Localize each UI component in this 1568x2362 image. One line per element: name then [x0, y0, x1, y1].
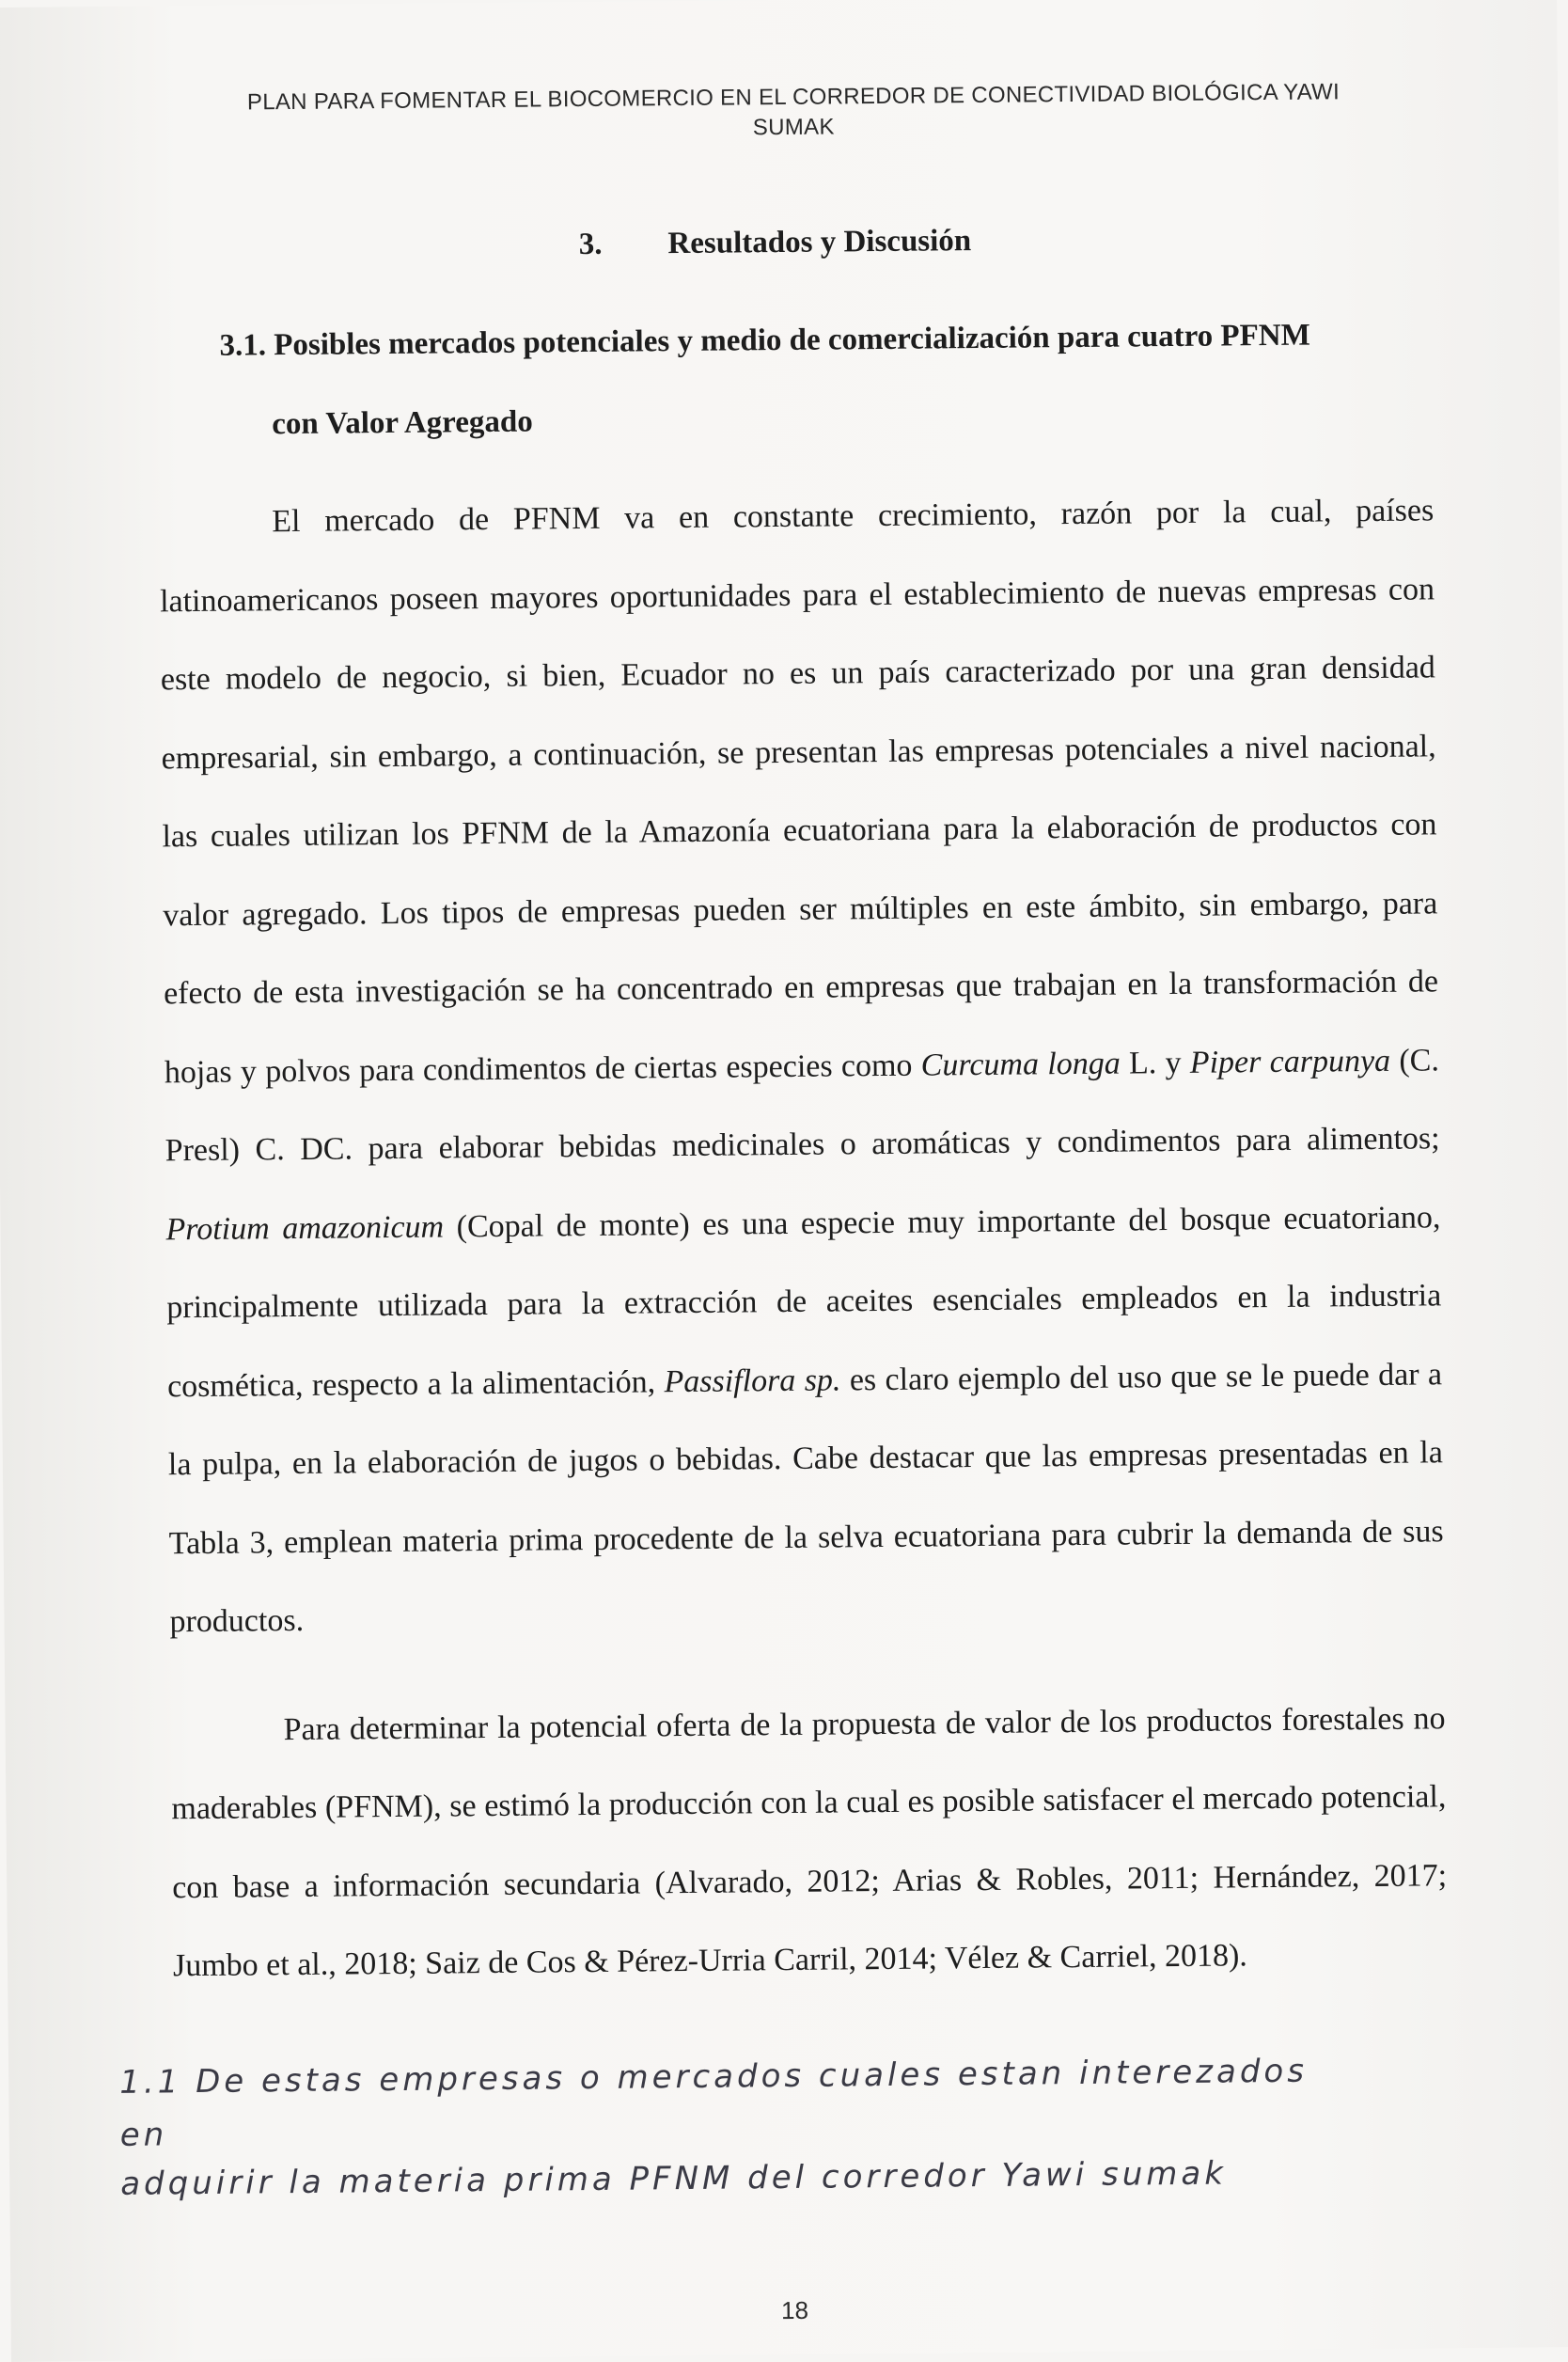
species-name-passiflora: Passiflora sp.: [664, 1362, 841, 1399]
section-title-text: Resultados y Discusión: [667, 224, 972, 261]
species-name-protium: Protium amazonicum: [165, 1208, 445, 1247]
subsection-title-line-1: 3.1. Posibles mercados potenciales y medio de comercialización para cuatro PFNM: [219, 318, 1310, 363]
section-number: 3.: [578, 227, 603, 262]
subsection-title-line-2: con Valor Agregado: [272, 404, 533, 442]
header-line-1: PLAN PARA FOMENTAR EL BIOCOMERCIO EN EL CORREDOR DE CONECTIVIDAD BIOLÓGICA YAWI: [246, 79, 1341, 116]
paragraph-1-text-c: (C. Presl) C. DC. para elaborar bebidas medicinales o aromáticas y condimentos para alimentos;: [165, 1042, 1440, 1169]
paragraph-1-text-a: El mercado de PFNM va en constante crecimiento, razón por la cual, países latinoamericanos poseen mayores oportunidades para el establecimiento de nuevas empresas con este modelo de negocio, si bien, Ecuador no es un país caracterizado por una gran densidad empresarial, sin embargo, a continuación, se presentan las empresas potenciales a nivel nacional, las cuales utilizan los PFNM de la Amazonía ecuatoriana para la elaboración de productos con valor agregado. Los tipos de empresas pueden ser múltiples en este ámbito, sin embargo, para efecto de esta investigación se ha concentrado en empresas que trabajan en la transformación de hojas y polvos para condimentos de ciertas especies como: [159, 493, 1439, 1090]
handwritten-note-line-2: adquirir la materia prima PFNM del corredor Yawi sumak: [120, 2154, 1228, 2203]
header-line-2: SUMAK: [752, 114, 835, 141]
species-name-curcuma: Curcuma longa: [920, 1046, 1121, 1083]
running-header: [149, 76, 1438, 149]
paragraph-1-text-e: es claro ejemplo del uso que se le puede dar a la pulpa, en la elaboración de jugos o bebidas. Cabe destacar que las empresas presentadas en la Tabla 3, emplean materia prima procedente de la selva ecuatoriana para cubrir la demanda de sus productos.: [167, 1356, 1444, 1640]
paragraph-1-text-b: L. y: [1120, 1045, 1191, 1081]
paragraph-1: [159, 471, 1445, 1661]
paragraph-1-text-d: (Copal de monte) es una especie muy importante del bosque ecuatoriano, principalmente utilizada para la extracción de aceites esenciales empleados en la industria cosmética, respecto a la alimentación,: [166, 1199, 1442, 1404]
section-title: [0, 218, 1560, 268]
species-name-piper: Piper carpunya: [1189, 1043, 1391, 1080]
page-number: 18: [780, 2295, 809, 2325]
subsection-title: [219, 294, 1443, 464]
paragraph-2: Para determinar la potencial oferta de la propuesta de valor de los productos forestales no maderables (PFNM), se estimó la producción con la cual es posible satisfacer el mercado potencial, con base a información secundaria (Alvarado, 2012; Arias & Robles, 2011; Hernández, 2017; Jumbo et al., 2018; Saiz de Cos & Pérez-Urria Carril, 2014; Vélez & Carriel, 2018).: [171, 1700, 1448, 1984]
handwritten-note-line-1: 1.1 De estas empresas o mercados cuales estan interezados en: [119, 2052, 1309, 2154]
body-text: [159, 471, 1448, 2005]
handwritten-note: [119, 2044, 1362, 2211]
